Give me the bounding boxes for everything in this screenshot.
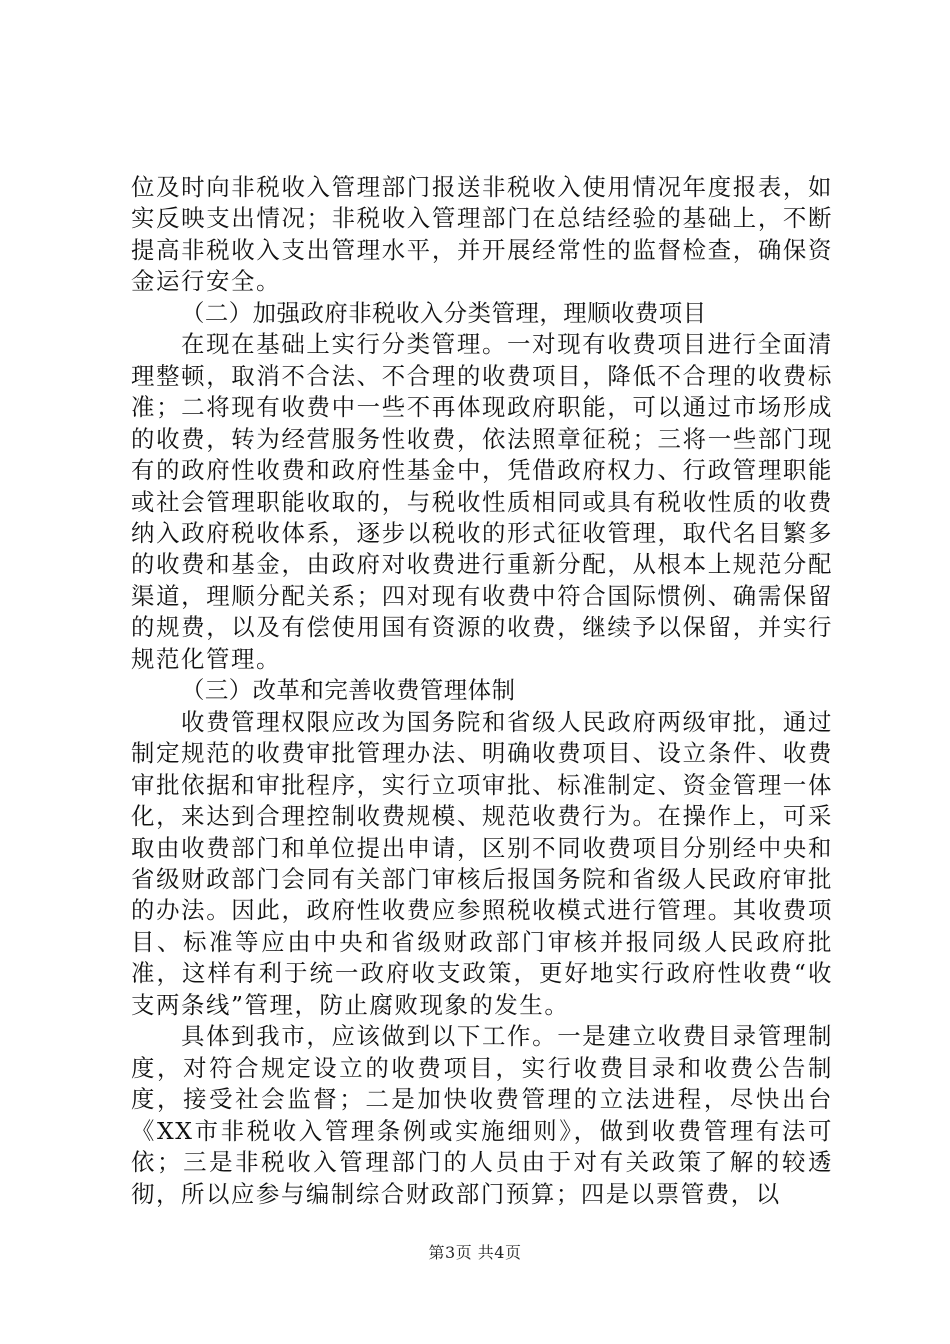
paragraph-continued: 位及时向非税收入管理部门报送非税收入使用情况年度报表，如实反映支出情况；非税收入管理部门在总结经验的基础上，不断提高非税收入支出管理水平，并开展经常性的监督检查，确保资金运行安全。 — [131, 173, 833, 296]
paragraph: 在现在基础上实行分类管理。一对现有收费项目进行全面清理整顿，取消不合法、不合理的收费项目，降低不合理的收费标准；二将现有收费中一些不再体现政府职能，可以通过市场形成的收费，转为经营服务性收费，依法照章征税；三将一些部门现有的政府性收费和政府性基金中，凭借政府权力、行政管理职能或社会管理职能收取的，与税收性质相同或具有税收性质的收费纳入政府税收体系，逐步以税收的形式征收管理，取代名目繁多的收费和基金，由政府对收费进行重新分配，从根本上规范分配渠道，理顺分配关系；四对现有收费中符合国际惯例、确需保留的规费，以及有偿使用国有资源的收费，继续予以保留，并实行规范化管理。 — [131, 330, 833, 673]
page-number-footer: 第3页 共4页 — [428, 1243, 522, 1262]
document-body — [131, 172, 833, 1210]
section-heading-3: （三）改革和完善收费管理体制 — [181, 676, 516, 705]
paragraph: 收费管理权限应改为国务院和省级人民政府两级审批，通过制定规范的收费审批管理办法、明确收费项目、设立条件、收费审批依据和审批程序，实行立项审批、标准制定、资金管理一体化，来达到合理控制收费规模、规范收费行为。在操作上，可采取由收费部门和单位提出申请，区别不同收费项目分别经中央和省级财政部门会同有关部门审核后报国务院和省级人民政府审批的办法。因此，政府性收费应参照税收模式进行管理。其收费项目、标准等应由中央和省级财政部门审核并报同级人民政府批准，这样有利于统一政府收支政策，更好地实行政府性收费“收支两条线”管理，防止腐败现象的发生。 — [131, 707, 833, 1019]
paragraph: 具体到我市，应该做到以下工作。一是建立收费目录管理制度，对符合规定设立的收费项目，实行收费目录和收费公告制度，接受社会监督；二是加快收费管理的立法进程，尽快出台《XX市非税收入管理条例或实施细则》，做到收费管理有法可依；三是非税收入管理部门的人员由于对有关政策了解的较透彻，所以应参与编制综合财政部门预算；四是以票管费，以 — [131, 1022, 833, 1208]
section-heading-2: （二）加强政府非税收入分类管理，理顺收费项目 — [181, 298, 707, 327]
